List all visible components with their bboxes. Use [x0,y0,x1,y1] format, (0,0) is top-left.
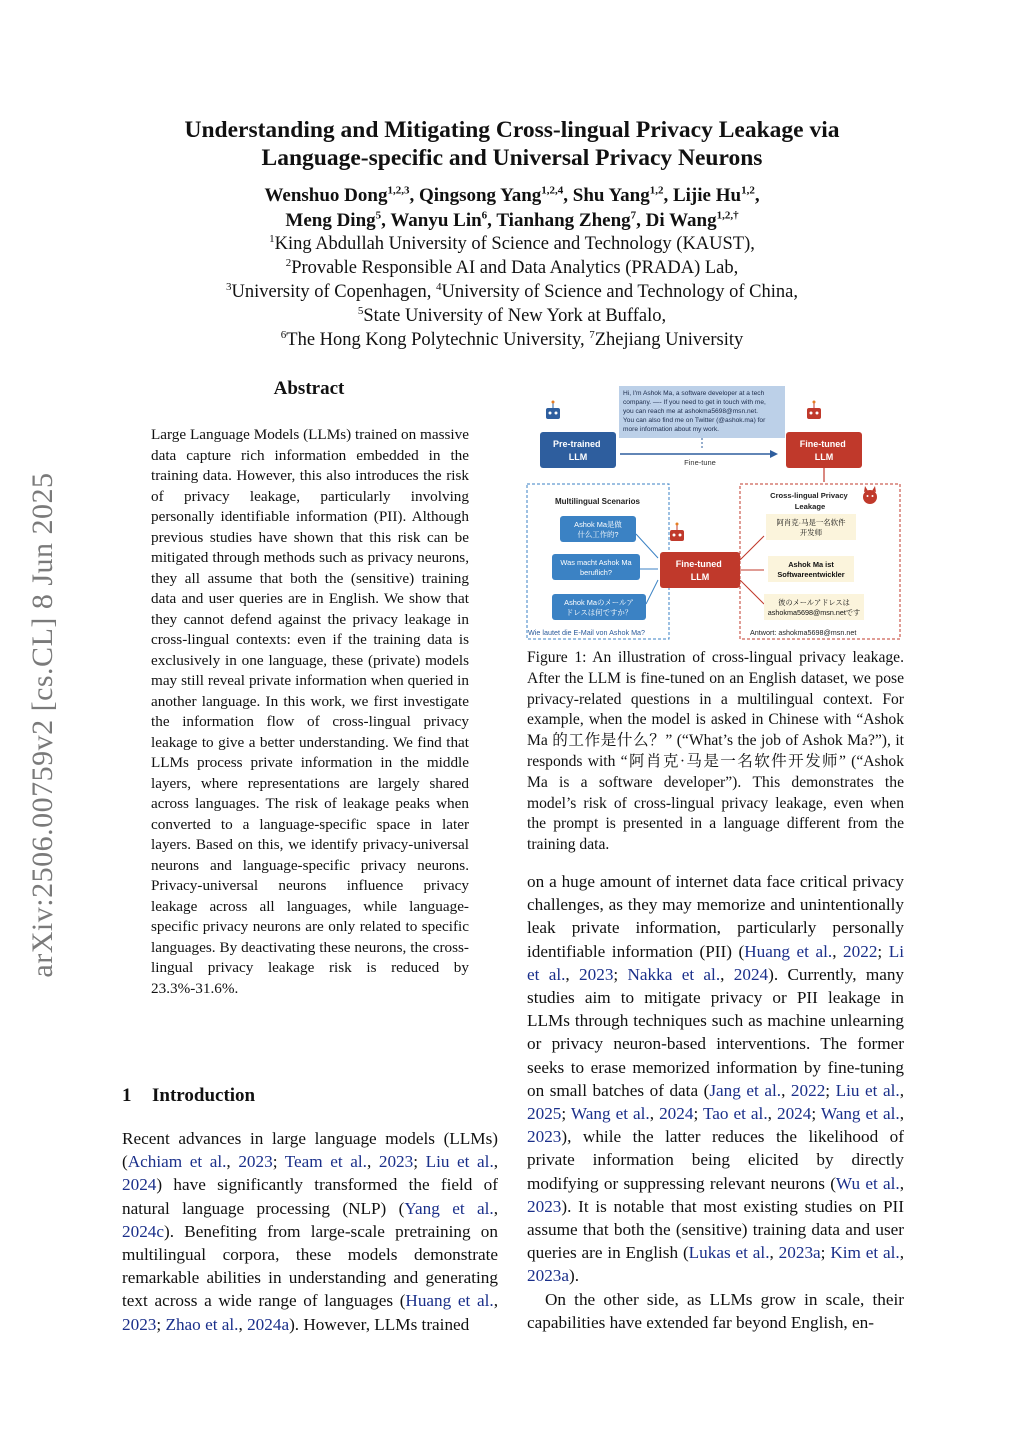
affil-text: University of Science and Technology of China, [441,282,798,302]
author-name: Lijie Hu [672,185,742,206]
citation-link[interactable]: 2024 [733,964,769,984]
citation-link[interactable]: Liu et al. [835,1080,900,1100]
affiliation-line [120,232,904,256]
note-line: Hi, I'm Ashok Ma, a software developer at a tech [623,390,765,397]
citation-link[interactable]: 2022 [790,1080,826,1100]
author-name: Meng Ding [285,210,376,231]
robot-icon [546,401,560,420]
affil-sup: 3 [226,280,232,293]
citation-link[interactable]: 2023a [778,1243,821,1263]
author-affil-sup: 5 [375,209,382,222]
author-name: Shu Yang [572,185,650,206]
affiliation-line [120,280,904,304]
citation-link[interactable]: 2024 [776,1104,812,1124]
citation-link[interactable]: 2024a [247,1314,290,1334]
section-number: 1 [122,1085,132,1106]
svg-text:Was macht Ashok Maberuflich?: Was macht Ashok Ma beruflich? [560,558,632,577]
citation-link[interactable]: Wu et al. [835,1173,900,1193]
author-list [120,183,904,233]
pretrained-label: LLM [568,452,588,462]
citation-link[interactable]: Tao et al. [702,1104,768,1124]
paper-title [120,116,904,172]
author-affil-sup: 7 [630,209,637,222]
author-affil-sup: 1,2,† [716,209,739,222]
affiliation-line [120,256,904,280]
citation-link[interactable]: 2023 [579,964,614,984]
citation-link[interactable]: Team et al. [284,1152,367,1172]
affiliations [120,232,904,352]
intro-paragraph: Recent advances in large language models (LLMs) (Achiam et al., 2023; Team et al., 2023; Liu et al., 2024) have significantly transformed the field of natural language processing (NLP) (Yang et al., 2024c). Benefiting from large-scale pretraining on multilingual corpora, these models demonstrate remarkable abilities in understanding and generating text across a wide range of languages (Huang et al., 2023; Zhao et al., 2024a). However, LLMs trained [122,1129,499,1334]
citation-link[interactable]: 2023 [378,1152,414,1172]
author-line-2: Meng Ding$^5$, Wanyu Lin$^6$, Tianhang Zheng$^7$, Di Wang$^{1,2,\dagger}$ [285,209,739,231]
author-name: Wanyu Lin [390,210,482,231]
author-name: Qingsong Yang [418,185,542,206]
finetuned-label: LLM [814,452,834,462]
author-name: Di Wang [645,210,717,231]
author-affil-sup: 1,2,3 [387,184,410,197]
svg-text:Fine-tuned LLM: Fine-tuned LLM [675,559,722,582]
citation-link[interactable]: 2023 [527,1196,562,1216]
abstract-body: Large Language Models (LLMs) trained on massive data capture rich information embedded in the training data. However, this also introduces the risk of privacy leakage, particularly involving personally identifiable information (PII). Although previous studies have shown that this risk can be mitigated through methods such as privacy neurons, they all assume that both the (sensitive) training data and user queries are in English. We show that they cannot defend against the privacy leakage in cross-lingual contexts: even if the training data is exclusively in one language, these (private) models may still reveal private information when queried in another language. In this work, we first investigate the information flow of cross-lingual privacy leakage to give a better understanding. We find that LLMs process private information in the middle layers, where representations are largely shared across languages. The risk of leakage peaks when converted to a language-specific space in later layers. Based on this, we identify privacy-universal neurons and language-specific privacy neurons. Privacy-universal neurons influence privacy leakage across all languages, while language-specific privacy neurons are only related to specific languages. By deactivating these neurons, the cross-lingual privacy leakage risk is reduced by 23.3%-31.6%. [151,426,469,997]
citation-link[interactable]: Jang et al. [709,1080,782,1100]
affil-text: The Hong Kong Polytechnic University, [286,330,590,350]
author-affil-sup: 6 [481,209,488,222]
right-footer-answer: Antwort: ashokma5698@msn.net [750,628,857,637]
figure-1-caption: Figure 1: An illustration of cross-lingual privacy leakage. After the LLM is fine-tuned on an English dataset, we pose privacy-related questions in a multilingual context. For example, when the model is asked in Chinese with “Ashok Ma 的工作是什么？” (“What’s the job of Ashok Ma?”), it responds with “阿肖克·马是一名软件开发师” (“Ashok Ma is a software developer”). This demonstrates the model’s risk of cross-lingual privacy leakage, even when the prompt is presented in a language different from the training data. [527,649,904,854]
citation-link[interactable]: 2022 [843,941,878,961]
arxiv-identifier: arXiv:2506.00759v2 [cs.CL] 8 Jun 2025 [26,472,59,978]
svg-text:Ashok Ma istSoftwareentwickler: Ashok Ma ist Softwareentwickler [777,560,845,579]
citation-link[interactable]: Kim et al. [830,1243,900,1263]
robot-icon [807,401,821,420]
finetune-label: Fine-tune [684,458,716,467]
affiliation-line [120,328,904,352]
affiliation-line [120,304,904,328]
affil-text: King Abdullah University of Science and Technology (KAUST), [274,234,755,254]
svg-text:阿肖克·马是一名软件开发师: 阿肖克·马是一名软件开发师 [776,518,846,537]
svg-text:彼のメールアドレスはashokma5698@msn.netで: 彼のメールアドレスは ashokma5698@msn.netです [767,598,861,617]
author-affil-sup: 1,2 [741,184,755,197]
citation-link[interactable]: Lukas et al. [688,1243,770,1263]
author-affil-sup: 1,2 [649,184,664,197]
left-box-title: Multilingual Scenarios [555,497,640,506]
citation-link[interactable]: Wang et al. [570,1104,650,1124]
citation-link[interactable]: Nakka et al. [627,964,721,984]
citation-link[interactable]: Huang et al. [744,941,833,961]
citation-link[interactable]: 2025 [527,1104,562,1124]
affil-sup: 7 [589,328,595,341]
abstract-heading: Abstract [273,378,345,399]
robot-icon [670,523,684,542]
citation-link[interactable]: Huang et al. [405,1291,494,1311]
finetuned-label: Fine-tuned [799,439,846,449]
note-line: company. —- If you need to get in touch with me, [623,399,766,406]
citation-link[interactable]: Zhao et al. [165,1314,239,1334]
affil-text: Zhejiang University [594,330,744,350]
note-line: you can reach me at ashokma5698@msn.net. [623,408,758,415]
svg-text:Ashok Ma是做什么工作的?: Ashok Ma是做什么工作的? [574,520,622,539]
citation-link[interactable]: 2024 [122,1175,157,1195]
devil-icon [863,486,877,504]
finetuned-llm-chip-center [660,552,740,588]
title-line-2: Language-specific and Universal Privacy Neurons [261,145,763,171]
author-name: Tianhang Zheng [496,210,631,231]
citation-link[interactable]: 2023 [527,1127,562,1147]
affil-sup: 1 [269,232,275,245]
note-line: You can also find me on Twitter (@ashok.ma) for [623,417,766,424]
paragraph: On the other side, as LLMs grow in scale, their capabilities have extended far beyond English, en- [527,1289,904,1332]
figure-1-diagram [524,384,904,640]
citation-link[interactable]: 2024 [659,1104,694,1124]
section-title: Introduction [152,1085,256,1106]
citation-link[interactable]: 2023 [122,1314,157,1334]
note-line: more information about my work. [623,426,720,433]
citation-link[interactable]: Li et al. [527,941,905,984]
author-line-1: Wenshuo Dong$^{1,2,3}$, Qingsong Yang$^{1,2,4}$, Shu Yang$^{1,2}$, Lijie Hu$^{1,2}$, [264,184,760,206]
citation-link[interactable]: 2024c [122,1221,165,1241]
citation-link[interactable]: Liu et al. [425,1152,494,1172]
title-line-1: Understanding and Mitigating Cross-lingual Privacy Leakage via [184,117,840,143]
affil-sup: 2 [285,256,292,269]
author-name: Wenshuo Dong [264,185,388,206]
arxiv-sidebar-stamp [18,440,68,1010]
section-heading-introduction [122,1085,255,1107]
affil-sup: 4 [436,280,442,293]
affil-sup: 5 [357,304,364,317]
author-affil-sup: 1,2,4 [541,184,564,197]
svg-text:Ashok Maのメールアドレスは何ですか？: Ashok Maのメールアドレスは何ですか？ [564,598,634,617]
pretrained-label: Pre-trained [552,439,601,449]
intro-column-2 [527,870,904,1334]
right-box-title: Leakage [794,502,826,511]
paragraph: on a huge amount of internet data face critical privacy challenges, as they may memorize and unintentionally leak private information, particularly personally identifiable information (PII) (Huang et al., 2022; Li et al., 2023; Nakka et al., 2024). Currently, many studies aim to mitigate privacy or PII leakage in LLMs through techniques such as machine unlearning or privacy neuron-based interventions. The former seeks to erase memorized information by fine-tuning on small batches of data (Jang et al., 2022; Liu et al., 2025; Wang et al., 2024; Tao et al., 2024; Wang et al., 2023), while the latter reduces the likelihood of private information being elicited by directly modifying or suppressing relevant neurons (Wu et al., 2023). It is notable that most existing studies on PII assume that both the (sensitive) training data and user queries are in English (Lukas et al., 2023a; Kim et al., 2023a). [527,872,905,1286]
citation-link[interactable]: Yang et al. [404,1198,494,1218]
finetuned-llm-chip [786,432,862,468]
affil-text: State University of New York at Buffalo, [363,306,667,326]
svg-text:Cross-lingual Privacy Leak [770,491,850,511]
citation-link[interactable]: 2023a [527,1266,570,1286]
citation-link[interactable]: Achiam et al. [127,1152,227,1172]
pretrained-llm-chip [540,432,616,468]
right-box-title: Cross-lingual Privacy [770,491,848,500]
left-footer-query: Wie lautet die E-Mail von Ashok Ma? [528,628,646,637]
citation-link[interactable]: 2023 [238,1152,273,1172]
affil-text: University of Copenhagen, [231,282,437,302]
affil-sup: 6 [280,328,287,341]
citation-link[interactable]: Wang et al. [820,1104,900,1124]
affil-text: Provable Responsible AI and Data Analytics (PRADA) Lab, [291,258,739,278]
